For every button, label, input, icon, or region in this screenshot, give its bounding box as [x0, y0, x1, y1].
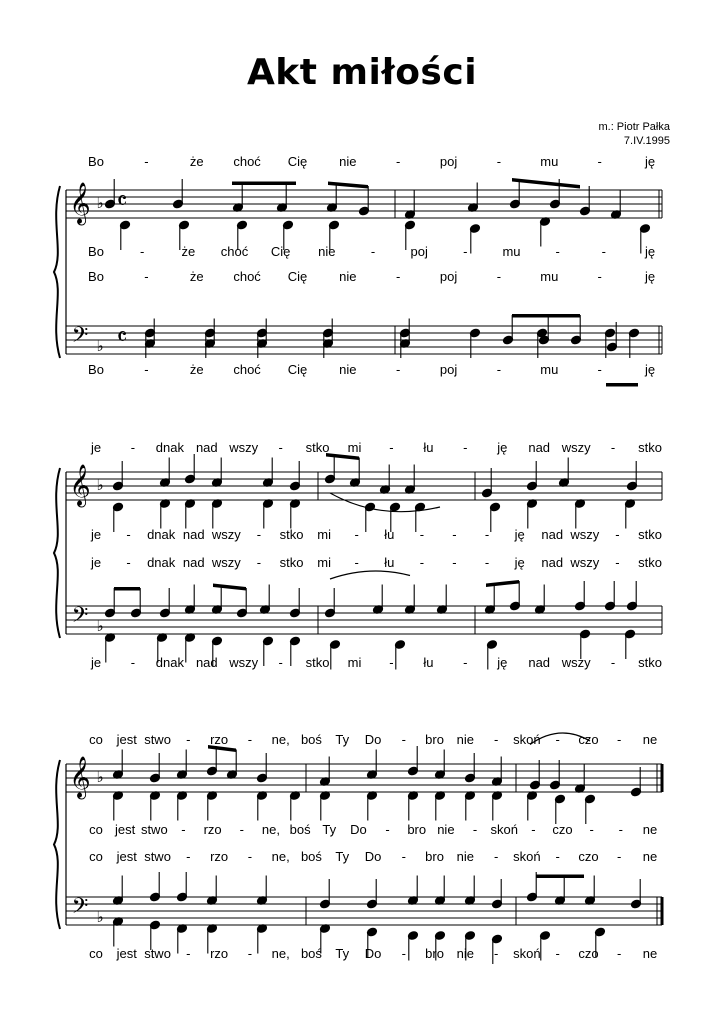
lyric-syllable: skoń [513, 849, 541, 864]
treble-clef-icon: 𝄞 [69, 757, 91, 798]
lyric-syllable: nad [195, 655, 218, 670]
lyric-syllable: - [601, 244, 607, 259]
lyric-syllable: Cię [287, 154, 308, 169]
lyric-syllable: Ty [335, 946, 350, 961]
lyric-syllable: - [139, 244, 145, 259]
lyric-syllable: - [493, 946, 499, 961]
lyric-syllable: mu [502, 244, 521, 259]
lyric-syllable: Cię [270, 244, 291, 259]
lyric-syllable: łu [423, 655, 434, 670]
lyric-syllable: - [463, 655, 468, 670]
lyric-syllable: wszy [211, 527, 241, 542]
beam [213, 584, 246, 591]
lyric-syllable: - [256, 555, 262, 570]
composer-credit: m.: Piotr Pałka [598, 121, 670, 133]
lyric-syllable: - [278, 440, 283, 455]
lyric-syllable: - [401, 946, 406, 961]
lyric-syllable: boś [300, 732, 322, 747]
lyric-syllable: nad [195, 440, 218, 455]
lyric-syllable: Bo [88, 154, 104, 169]
lyric-syllable: Bo [88, 269, 104, 284]
lyric-syllable: stwo [144, 946, 171, 961]
lyric-syllable: - [496, 362, 502, 377]
lyric-syllable: boś [300, 946, 322, 961]
lyric-syllable: dnak [155, 655, 184, 670]
lyric-syllable: ję [644, 154, 656, 169]
lyric-syllable: - [126, 555, 131, 570]
lyric-syllable: bro [425, 732, 444, 747]
lyric-syllable: ję [497, 440, 508, 455]
lyric-syllable: je [90, 655, 102, 670]
lyric-syllable: Ty [322, 822, 337, 837]
lyric-syllable: łu [423, 440, 434, 455]
lyric-syllable: wszy [570, 527, 600, 542]
lyric-syllable: choć [220, 244, 249, 259]
lyric-syllable: stko [279, 555, 304, 570]
lyric-syllable: nie [339, 269, 357, 284]
lyric-syllable: Bo [88, 362, 104, 377]
lyric-syllable: ję [644, 362, 656, 377]
flat-sign-icon: ♭ [96, 337, 104, 355]
lyric-syllable: że [189, 154, 204, 169]
lyric-syllable: - [354, 555, 359, 570]
lyric-syllable: nie [339, 362, 357, 377]
lyric-syllable: stko [305, 655, 330, 670]
lyric-syllable: rzo [203, 822, 222, 837]
lyric-syllable: Bo [88, 244, 104, 259]
lyric-syllable: - [396, 362, 401, 377]
lyric-syllable: poj [410, 244, 428, 259]
lyric-syllable: boś [289, 822, 311, 837]
bass-clef-icon: 𝄢 [71, 603, 89, 633]
lyric-syllable: nad [528, 655, 551, 670]
lyric-syllable: Ty [335, 732, 350, 747]
brace-icon [54, 468, 60, 638]
lyric-syllable: - [401, 849, 406, 864]
common-time-icon: 𝄴 [116, 187, 128, 215]
song-title: Akt miłości [246, 52, 478, 93]
lyric-syllable: - [555, 849, 560, 864]
lyric-syllable: nad [541, 555, 564, 570]
lyric-syllable: rzo [210, 849, 229, 864]
lyric-syllable: stko [638, 555, 662, 570]
lyric-syllable: poj [439, 362, 458, 377]
lyric-syllable: że [181, 244, 196, 259]
lyric-syllable: Cię [287, 269, 308, 284]
lyric-syllable: ję [514, 527, 525, 542]
lyric-syllable: skoń [513, 946, 541, 961]
lyric-syllable: - [186, 946, 191, 961]
lyric-syllable: mi [317, 555, 331, 570]
lyric-syllable: - [419, 555, 425, 570]
lyric-syllable: nad [182, 555, 205, 570]
lyric-syllable: Ty [335, 849, 350, 864]
lyric-syllable: ję [514, 555, 525, 570]
lyric-syllable: wszy [570, 555, 600, 570]
lyric-syllable: czo [578, 849, 599, 864]
lyric-syllable: ję [497, 655, 508, 670]
lyric-syllable: co [89, 849, 103, 864]
lyric-syllable: ję [644, 244, 656, 259]
lyric-syllable: nie [456, 732, 475, 747]
lyric-syllable: ne [642, 849, 658, 864]
music-system [54, 154, 662, 387]
lyric-syllable: poj [439, 269, 458, 284]
beam [512, 314, 580, 318]
lyric-syllable: stwo [144, 732, 171, 747]
common-time-icon: 𝄴 [116, 323, 128, 351]
lyric-syllable: - [555, 732, 560, 747]
lyric-syllable: mi [347, 440, 362, 455]
lyric-syllable: jest [116, 946, 137, 961]
beam [328, 182, 368, 189]
lyric-syllable: - [484, 527, 490, 542]
lyric-syllable: choć [233, 154, 261, 169]
lyric-syllable: - [247, 849, 253, 864]
lyric-syllable: - [597, 154, 602, 169]
lyric-syllable: bro [425, 946, 444, 961]
lyric-syllable: - [419, 527, 425, 542]
lyric-syllable: bro [407, 822, 427, 837]
lyric-syllable: - [389, 440, 394, 455]
lyric-syllable: boś [300, 849, 322, 864]
lyric-syllable: dnak [155, 440, 184, 455]
lyric-syllable: - [452, 527, 457, 542]
lyric-syllable: dnak [147, 555, 176, 570]
lyric-syllable: - [354, 527, 359, 542]
lyric-syllable: skoń [490, 822, 518, 837]
lyric-syllable: - [463, 440, 468, 455]
lyric-syllable: - [531, 822, 536, 837]
lyric-syllable: - [615, 555, 620, 570]
lyric-syllable: - [278, 655, 283, 670]
lyric-syllable: że [189, 269, 204, 284]
lyric-syllable: - [597, 269, 602, 284]
lyric-syllable: - [247, 732, 253, 747]
brace-icon [54, 186, 60, 358]
lyric-syllable: ne [642, 732, 658, 747]
flat-sign-icon: ♭ [96, 908, 104, 926]
lyric-syllable: - [130, 440, 136, 455]
music-system [54, 732, 662, 964]
music-system [54, 440, 662, 670]
composition-date: 7.IV.1995 [623, 135, 670, 147]
lyric-syllable: skoń [513, 732, 541, 747]
lyric-syllable: - [181, 822, 186, 837]
lyric-syllable: ne [642, 822, 658, 837]
lyric-syllable: ję [644, 269, 656, 284]
lyric-syllable: - [370, 244, 376, 259]
lyric-syllable: wszy [211, 555, 241, 570]
lyric-syllable: je [90, 555, 102, 570]
lyric-syllable: - [144, 154, 149, 169]
beam [606, 383, 638, 387]
lyric-syllable: - [186, 732, 191, 747]
lyric-syllable: stwo [144, 849, 171, 864]
lyric-syllable: nad [528, 440, 551, 455]
lyric-syllable: - [472, 822, 478, 837]
lyric-syllable: - [256, 527, 262, 542]
lyric-syllable: ne [642, 946, 658, 961]
lyric-syllable: - [493, 849, 499, 864]
lyric-syllable: dnak [147, 527, 176, 542]
treble-clef-icon: 𝄞 [69, 183, 91, 224]
lyric-syllable: jest [116, 732, 137, 747]
lyric-syllable: mu [540, 269, 559, 284]
flat-sign-icon: ♭ [96, 617, 104, 635]
lyric-syllable: stwo [140, 822, 168, 837]
lyric-syllable: mi [347, 655, 362, 670]
lyric-syllable: - [239, 822, 244, 837]
lyric-syllable: Do [364, 732, 382, 747]
lyric-syllable: mu [540, 154, 559, 169]
lyric-syllable: Cię [287, 362, 308, 377]
lyric-syllable: jest [116, 849, 137, 864]
lyric-syllable: że [189, 362, 204, 377]
treble-clef-icon: 𝄞 [69, 465, 91, 506]
lyric-syllable: je [90, 440, 102, 455]
brace-icon [54, 760, 60, 929]
lyric-syllable: stko [305, 440, 330, 455]
lyric-syllable: je [90, 527, 102, 542]
lyric-syllable: - [452, 555, 457, 570]
lyric-syllable: nie [456, 849, 475, 864]
lyric-syllable: nie [318, 244, 336, 259]
lyric-syllable: nad [541, 527, 564, 542]
lyric-syllable: Do [364, 849, 382, 864]
lyric-syllable: wszy [229, 655, 259, 670]
lyric-syllable: - [463, 244, 468, 259]
lyric-syllable: - [597, 362, 602, 377]
bass-clef-icon: 𝄢 [71, 894, 89, 924]
lyric-syllable: choć [233, 269, 261, 284]
lyric-syllable: - [396, 269, 401, 284]
lyric-syllable: co [89, 822, 103, 837]
lyric-syllable: - [396, 154, 401, 169]
lyric-syllable: - [484, 555, 490, 570]
lyric-syllable: rzo [210, 946, 229, 961]
lyric-syllable: łu [384, 555, 395, 570]
lyric-syllable: czo [552, 822, 573, 837]
lyric-syllable: czo [578, 946, 599, 961]
lyric-syllable: - [186, 849, 191, 864]
lyric-syllable: - [610, 440, 616, 455]
lyric-syllable: - [496, 154, 502, 169]
lyric-syllable: - [617, 946, 622, 961]
lyric-syllable: ne, [271, 849, 290, 864]
lyric-syllable: - [589, 822, 594, 837]
lyric-syllable: nad [182, 527, 205, 542]
lyric-syllable: ne, [271, 946, 290, 961]
lyric-syllable: czo [578, 732, 599, 747]
lyric-syllable: co [89, 946, 103, 961]
lyric-syllable: - [617, 849, 622, 864]
lyric-syllable: wszy [229, 440, 259, 455]
lyric-syllable: stko [638, 440, 662, 455]
slur [330, 571, 410, 579]
lyric-syllable: - [130, 655, 136, 670]
lyric-syllable: - [385, 822, 390, 837]
lyric-syllable: nie [339, 154, 357, 169]
lyric-syllable: nie [437, 822, 455, 837]
lyric-syllable: - [615, 527, 620, 542]
lyric-syllable: łu [384, 527, 395, 542]
lyric-syllable: Do [350, 822, 367, 837]
lyric-syllable: - [617, 732, 622, 747]
lyric-syllable: - [144, 362, 149, 377]
beam [512, 178, 580, 189]
lyric-syllable: Do [364, 946, 382, 961]
lyric-syllable: - [618, 822, 624, 837]
lyric-syllable: - [144, 269, 149, 284]
beam [114, 587, 140, 591]
beam [536, 875, 584, 879]
lyric-syllable: jest [115, 822, 136, 837]
lyric-syllable: wszy [561, 440, 591, 455]
lyric-syllable: - [555, 244, 560, 259]
flat-sign-icon: ♭ [96, 194, 104, 212]
lyric-syllable: nie [456, 946, 475, 961]
beam [486, 580, 519, 587]
lyric-syllable: mi [317, 527, 331, 542]
bass-clef-icon: 𝄢 [71, 323, 89, 353]
lyric-syllable: co [89, 732, 103, 747]
lyric-syllable: - [389, 655, 394, 670]
lyric-syllable: choć [233, 362, 261, 377]
lyric-syllable: bro [425, 849, 444, 864]
lyric-syllable: rzo [210, 732, 229, 747]
beam [232, 182, 296, 186]
lyric-syllable: stko [638, 655, 662, 670]
lyric-syllable: ne, [261, 822, 280, 837]
lyric-syllable: - [496, 269, 502, 284]
lyric-syllable: - [247, 946, 253, 961]
flat-sign-icon: ♭ [96, 768, 104, 786]
lyric-syllable: wszy [561, 655, 591, 670]
lyric-syllable: - [401, 732, 406, 747]
flat-sign-icon: ♭ [96, 476, 104, 494]
lyric-syllable: ne, [271, 732, 290, 747]
lyric-syllable: - [610, 655, 616, 670]
lyric-syllable: stko [638, 527, 662, 542]
lyric-syllable: mu [540, 362, 559, 377]
lyric-syllable: - [555, 946, 560, 961]
lyric-syllable: - [126, 527, 131, 542]
lyric-syllable: stko [279, 527, 304, 542]
lyric-syllable: poj [439, 154, 458, 169]
lyric-syllable: - [493, 732, 499, 747]
